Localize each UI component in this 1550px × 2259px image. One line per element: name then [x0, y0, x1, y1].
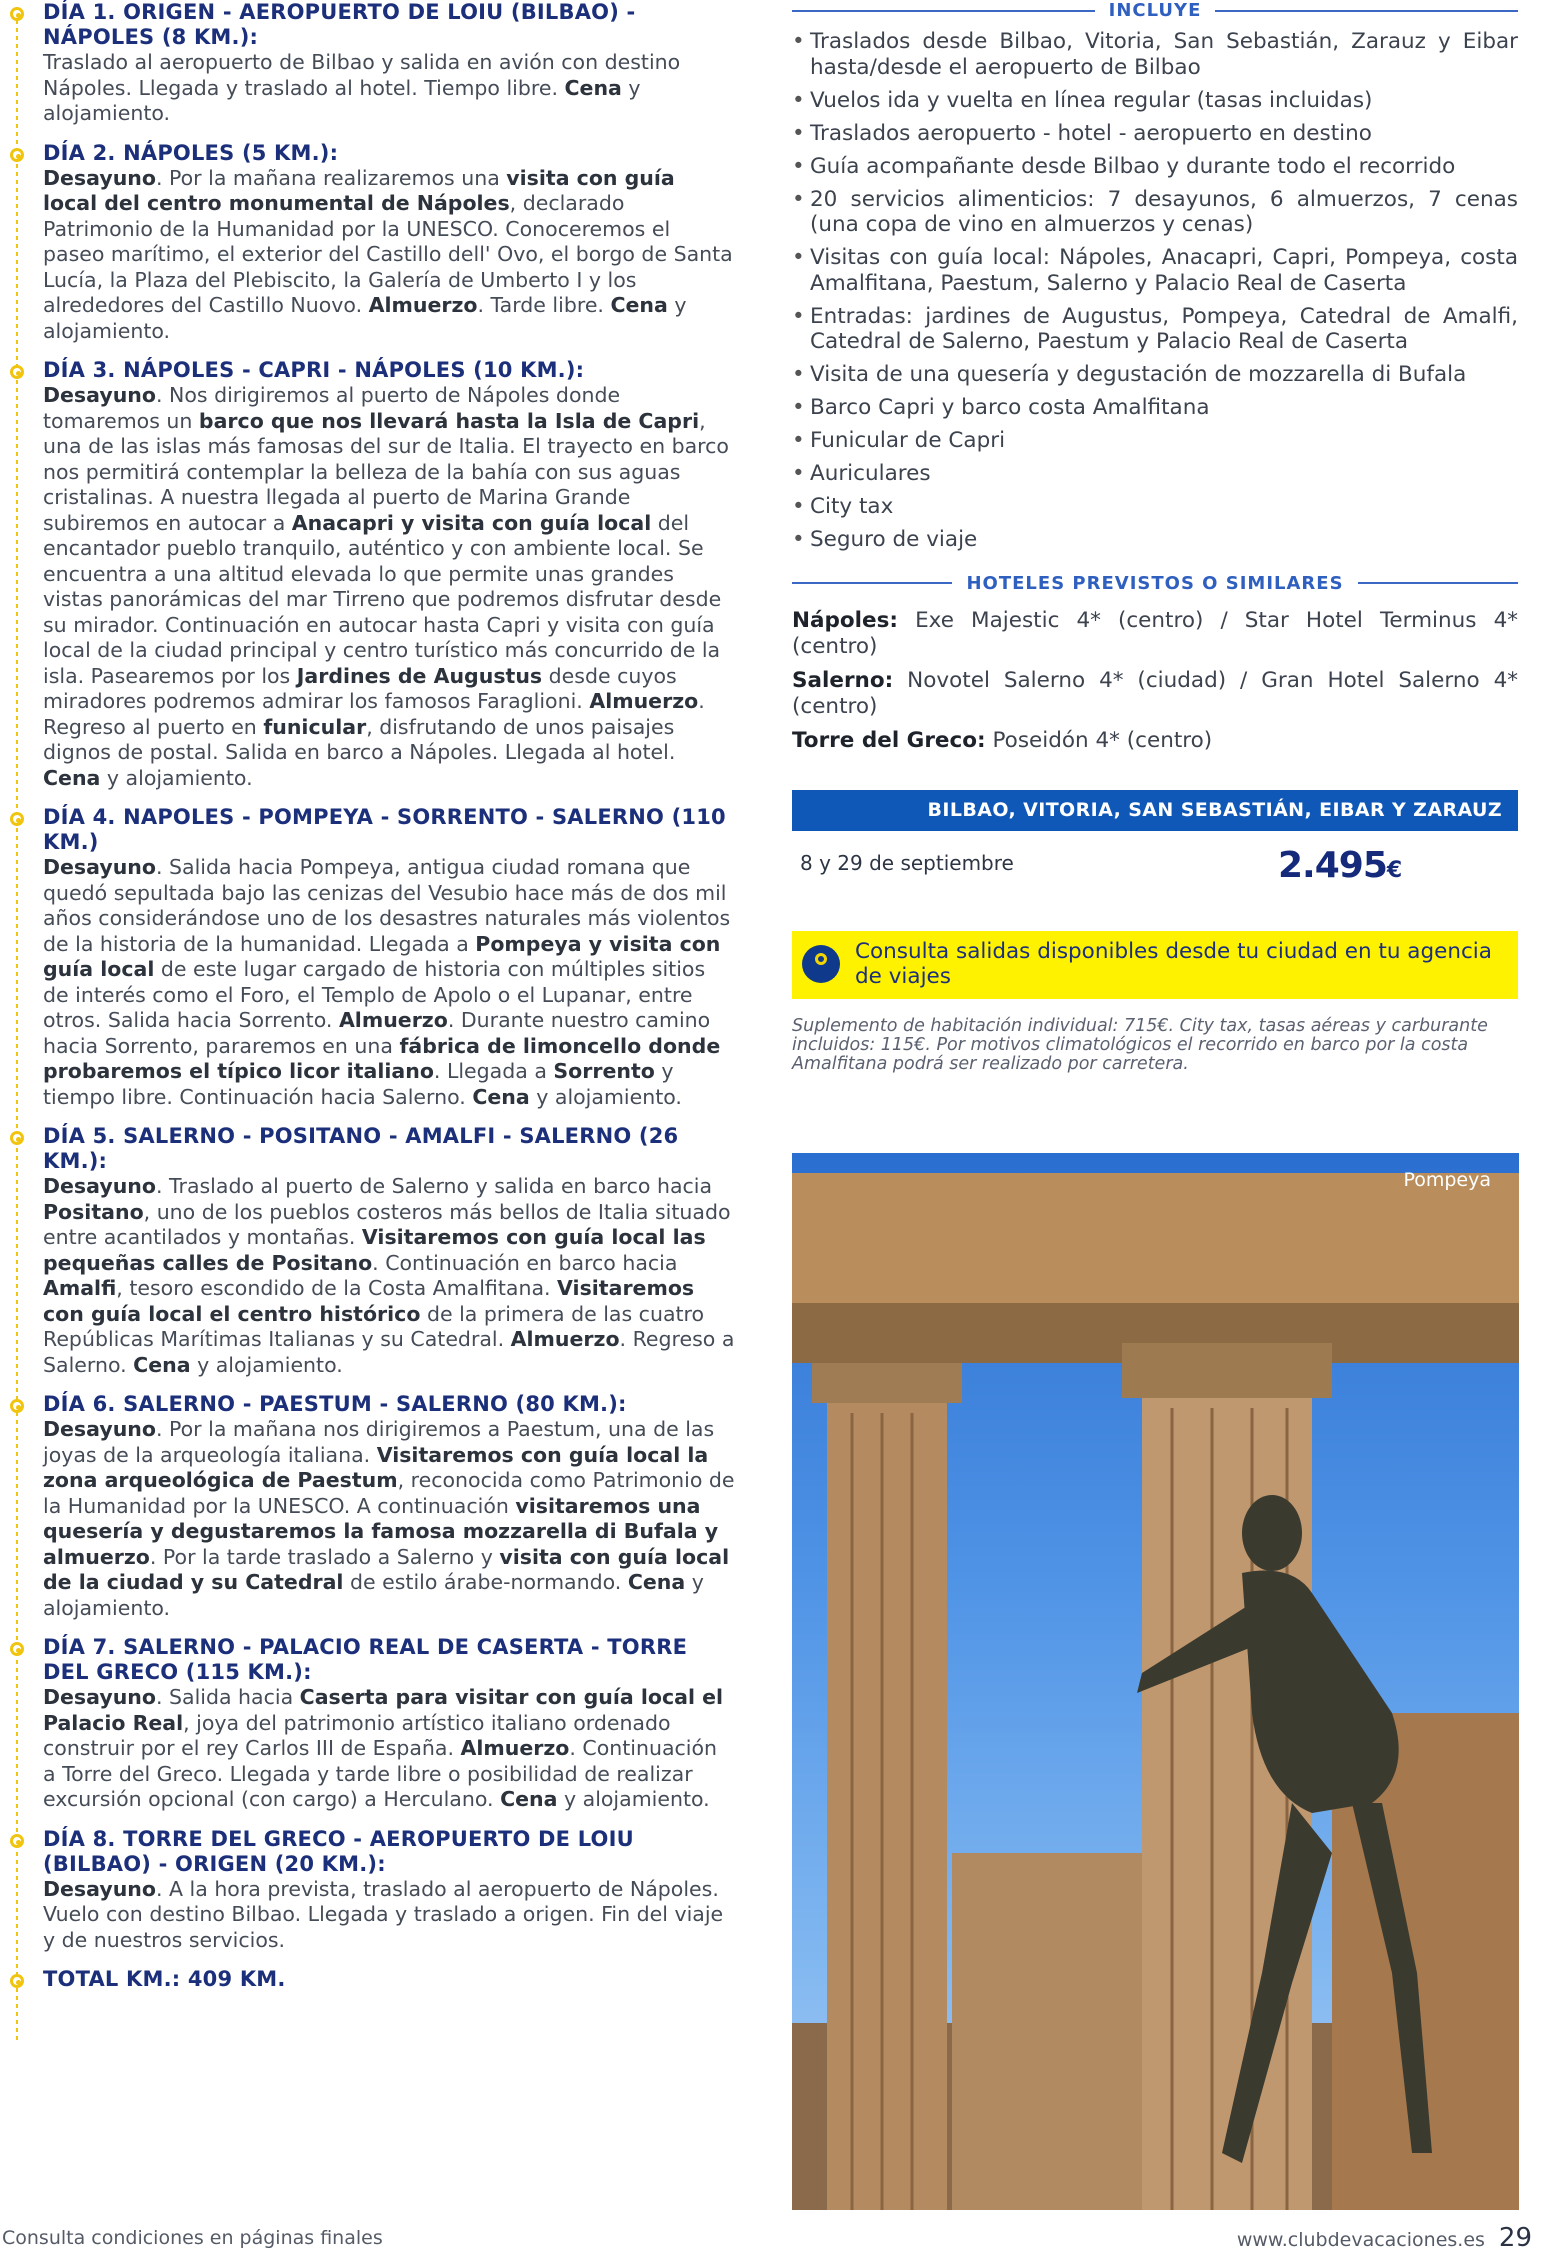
- includes-item: • Vuelos ida y vuelta en línea regular (tasas incluidas): [792, 88, 1518, 114]
- hotel-entry: [792, 728, 1518, 754]
- itinerary-day: [10, 1635, 735, 1813]
- hotel-entry: [792, 668, 1518, 720]
- pompeya-illustration: [792, 1153, 1519, 2210]
- bullet-icon: [10, 1399, 24, 1413]
- price-amount: [1278, 845, 1401, 886]
- footer-url[interactable]: www.clubdevacaciones.es: [1236, 2229, 1485, 2251]
- includes-item: • Traslados aeropuerto - hotel - aeropuerto en destino: [792, 121, 1518, 147]
- day-description: Desayuno. Nos dirigiremos al puerto de Nápoles donde tomaremos un barco que nos llevará hasta la Isla de Capri, una de las islas más famosas del sur de Italia. El trayecto en barco nos permitirá contemplar la belleza de la bahía con sus aguas cristalinas. A nuestra llegada al puerto de Marina Grande subiremos en autocar a Anacapri y visita con guía local del encantador pueblo tranquilo, auténtico y con ambiente local. Se encuentra a una altitud elevada lo que permite unas grandes vistas panorámicas del mar Tirreno que podremos disfrutar desde su mirador. Continuación en autocar hasta Capri y visita con guía local de la ciudad principal y centro turístico más concurrido de la isla. Pasearemos por los Jardines de Augustus desde cuyos miradores podremos admirar los famosos Faraglioni. Almuerzo. Regreso al puerto en funicular, disfrutando de unos paisajes dignos de postal. Salida en barco a Nápoles. Llegada al hotel. Cena y alojamiento.: [43, 383, 729, 790]
- bullet-icon: [10, 1642, 24, 1656]
- bullet-icon: [10, 365, 24, 379]
- includes-item: • City tax: [792, 494, 1518, 520]
- day-title: DÍA 4. NAPOLES - POMPEYA - SORRENTO - SALERNO (110 KM.): [43, 805, 726, 854]
- itinerary-day: [10, 1827, 735, 1954]
- hotel-names: Exe Majestic 4* (centro) / Star Hotel Terminus 4* (centro): [792, 607, 1518, 659]
- day-title: DÍA 6. SALERNO - PAESTUM - SALERNO (80 KM.):: [43, 1392, 627, 1416]
- day-description: Desayuno. Salida hacia Caserta para visitar con guía local el Palacio Real, joya del patrimonio artístico italiano ordenado construir por el rey Carlos III de España. Almuerzo. Continuación a Torre del Greco. Llegada y tarde libre o posibilidad de realizar excursión opcional (con cargo) a Herculano. Cena y alojamiento.: [43, 1685, 724, 1811]
- day-title: DÍA 8. TORRE DEL GRECO - AEROPUERTO DE LOIU (BILBAO) - ORIGEN (20 KM.):: [43, 1826, 634, 1876]
- total-km: [10, 1967, 735, 1992]
- itinerary-day: [10, 805, 735, 1110]
- itinerary-days: [10, 0, 735, 1953]
- pompeya-photo: [792, 1153, 1519, 2210]
- hotels-header: [792, 573, 1518, 594]
- day-description: Desayuno. Traslado al puerto de Salerno y salida en barco hacia Positano, uno de los pueblos costeros más bellos de Italia situado entre acantilados y montañas. Visitaremos con guía local las pequeñas calles de Positano. Continuación en barco hacia Amalfi, tesoro escondido de la Costa Amalfitana. Visitaremos con guía local el centro histórico de la primera de las cuatro Repúblicas Marítimas Italianas y su Catedral. Almuerzo. Regreso a Salerno. Cena y alojamiento.: [43, 1174, 735, 1377]
- itinerary-column: [10, 0, 735, 2006]
- includes-item: • Traslados desde Bilbao, Vitoria, San Sebastián, Zarauz y Eibar hasta/desde el aeropuerto de Bilbao: [792, 29, 1518, 80]
- includes-item: • 20 servicios alimenticios: 7 desayunos, 6 almuerzos, 7 cenas (una copa de vino en almuerzos y cenas): [792, 187, 1518, 238]
- includes-list: [792, 29, 1518, 553]
- hotels-title: HOTELES PREVISTOS O SIMILARES: [966, 572, 1344, 594]
- bullet-icon: [10, 1131, 24, 1145]
- price-value: 2.495: [1278, 844, 1387, 886]
- includes-item: • Auriculares: [792, 461, 1518, 487]
- itinerary-day: [10, 0, 735, 127]
- day-description: Desayuno. A la hora prevista, traslado al aeropuerto de Nápoles. Vuelo con destino Bilbao. Llegada y traslado a origen. Fin del viaje y de nuestros servicios.: [43, 1876, 724, 1952]
- itinerary-day: [10, 358, 735, 791]
- day-title: DÍA 2. NÁPOLES (5 KM.):: [43, 140, 339, 165]
- itinerary-day: [10, 141, 735, 345]
- day-description: Desayuno. Salida hacia Pompeya, antigua ciudad romana que quedó sepultada bajo las cenizas del Vesubio hace más de dos mil años considerándose uno de los desastres naturales más violentos de la historia de la humanidad. Llegada a Pompeya y visita con guía local de este lugar cargado de historia con múltiples sitios de interés como el Foro, el Templo de Apolo o el Lupanar, entre otros. Salida hacia Sorrento. Almuerzo. Durante nuestro camino hacia Sorrento, pararemos en una fábrica de limoncello donde probaremos el típico licor italiano. Llegada a Sorrento y tiempo libre. Continuación hacia Salerno. Cena y alojamiento.: [43, 855, 731, 1109]
- info-column: [792, 0, 1518, 1074]
- day-title: DÍA 7. SALERNO - PALACIO REAL DE CASERTA - TORRE DEL GRECO (115 KM.):: [43, 1635, 688, 1684]
- day-description: Desayuno. Por la mañana nos dirigiremos a Paestum, una de las joyas de la arqueología italiana. Visitaremos con guía local la zona arqueológica de Paestum, reconocida como Patrimonio de la Humanidad por la UNESCO. A continuación visitaremos una quesería y degustaremos la famosa mozzarella di Bufala y almuerzo. Por la tarde traslado a Salerno y visita con guía local de la ciudad y su Catedral de estilo árabe-normando. Cena y alojamiento.: [43, 1417, 735, 1620]
- hotel-city: Nápoles:: [792, 607, 899, 633]
- hotel-names: Novotel Salerno 4* (ciudad) / Gran Hotel Salerno 4* (centro): [792, 667, 1518, 719]
- hotel-city: Torre del Greco:: [792, 727, 986, 753]
- bullet-icon: [10, 1834, 24, 1848]
- page-number: 29: [1498, 2223, 1532, 2253]
- includes-item: • Seguro de viaje: [792, 527, 1518, 553]
- footer-conditions: Consulta condiciones en páginas finales: [2, 2227, 383, 2249]
- day-description: Traslado al aeropuerto de Bilbao y salida en avión con destino Nápoles. Llegada y traslado al hotel. Tiempo libre. Cena y alojamiento.: [43, 50, 681, 125]
- includes-title: INCLUYE: [1108, 0, 1202, 21]
- bullet-icon: [10, 1974, 24, 1988]
- itinerary-day: [10, 1392, 735, 1621]
- hotels-list: [792, 608, 1518, 754]
- consult-banner: [792, 931, 1518, 999]
- includes-item: • Visitas con guía local: Nápoles, Anacapri, Capri, Pompeya, costa Amalfitana, Paestum, Salerno y Palacio Real de Caserta: [792, 245, 1518, 296]
- itinerary-day: [10, 1124, 735, 1378]
- price-dates: 8 y 29 de septiembre: [800, 850, 1014, 875]
- price-currency: €: [1386, 857, 1402, 883]
- total-km-text: TOTAL KM.: 409 KM.: [43, 1967, 286, 1991]
- hotel-names: Poseidón 4* (centro): [985, 727, 1213, 753]
- includes-item: • Visita de una quesería y degustación de mozzarella di Bufala: [792, 362, 1518, 388]
- consult-text: Consulta salidas disponibles desde tu ciudad en tu agencia de viajes: [855, 938, 1492, 989]
- includes-item: • Barco Capri y barco costa Amalfitana: [792, 395, 1518, 421]
- hotel-entry: [792, 608, 1518, 660]
- bullet-icon: [10, 812, 24, 826]
- bullet-icon: [10, 7, 24, 21]
- price-row: [792, 831, 1518, 895]
- day-title: DÍA 3. NÁPOLES - CAPRI - NÁPOLES (10 KM.):: [43, 358, 585, 382]
- includes-item: • Guía acompañante desde Bilbao y durante todo el recorrido: [792, 154, 1518, 180]
- hotel-city: Salerno:: [792, 667, 894, 693]
- footer-right: [1237, 2223, 1532, 2253]
- day-description: Desayuno. Por la mañana realizaremos una visita con guía local del centro monumental de Nápoles, declarado Patrimonio de la Humanidad por la UNESCO. Conoceremos el paseo marítimo, el exterior del Castillo dell' Ovo, el borgo de Santa Lucía, la Plaza del Plebiscito, la Galería de Umberto I y los alrededores del Castillo Nuovo. Almuerzo. Tarde libre. Cena y alojamiento.: [43, 165, 733, 343]
- photo-caption: Pompeya: [1403, 1169, 1491, 1191]
- includes-item: • Funicular de Capri: [792, 428, 1518, 454]
- includes-item: • Entradas: jardines de Augustus, Pompeya, Catedral de Amalfi, Catedral de Salerno, Paestum y Palacio Real de Caserta: [792, 304, 1518, 355]
- price-header: BILBAO, VITORIA, SAN SEBASTIÁN, EIBAR Y ZARAUZ: [792, 790, 1518, 831]
- bullet-icon: [10, 148, 24, 162]
- day-title: DÍA 5. SALERNO - POSITANO - AMALFI - SALERNO (26 KM.):: [43, 1124, 679, 1173]
- location-pin-icon: [802, 945, 840, 983]
- day-title: DÍA 1. ORIGEN - AEROPUERTO DE LOIU (BILBAO) - NÁPOLES (8 KM.):: [43, 0, 636, 49]
- supplement-note: Suplemento de habitación individual: 715€. City tax, tasas aéreas y carburante incluidos: 115€. Por motivos climatológicos el recorrido en barco por la costa Amalfitana podrá ser realizado por carretera.: [792, 1015, 1488, 1074]
- includes-header: [792, 0, 1518, 21]
